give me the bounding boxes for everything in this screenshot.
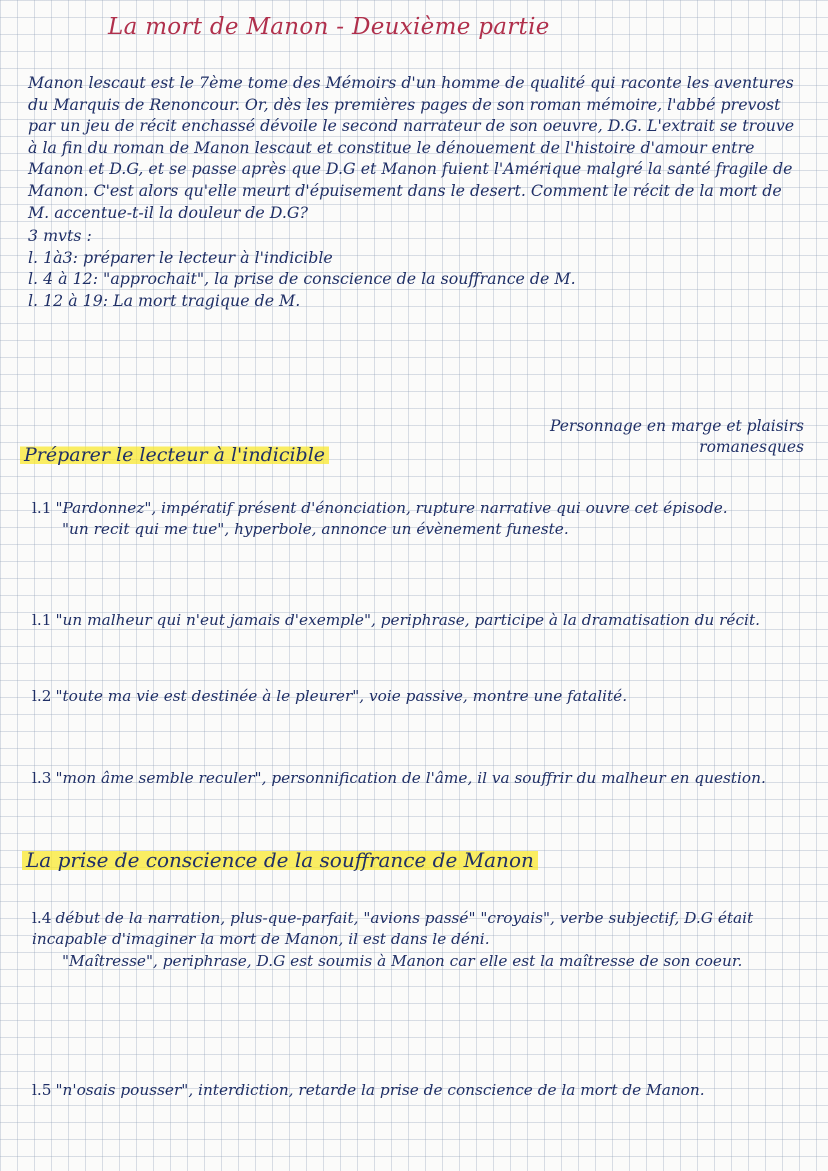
introduction [28,72,798,312]
analysis-entry [32,686,802,707]
section-heading-2 [22,848,538,872]
analysis-entry [32,498,802,541]
entry-text: "toute ma vie est destinée à le pleurer", voie passive, montre une fatalité. [55,687,628,705]
line-ref: l.1 [32,499,52,517]
analysis-entry [32,768,802,789]
line-ref: l.4 [32,909,52,927]
section-heading-1 [20,444,329,466]
line-ref: l.1 [32,611,52,629]
line-ref: l.5 [32,1081,52,1099]
entry-text: "Pardonnez", impératif présent d'énonciation, rupture narrative qui ouvre cet épisode. [55,499,728,517]
intro-paragraph: Manon lescaut est le 7ème tome des Mémoirs d'un homme de qualité qui raconte les aventures du Marquis de Renoncour. Or, dès les premières pages de son roman mémoire, l'abbé prevost par un jeu de récit enchassé dévoile le second narrateur de son oeuvre, D.G. L'extrait se trouve à la fin du roman de Manon lescaut et constitue le dénouement de l'histoire d'amour entre Manon et D.G, et se passe après que D.G et Manon fuient l'Amérique malgré la santé fragile de Manon. C'est alors qu'elle meurt d'épuisement dans le desert. Comment le récit de la mort de M. accentue-t-il la douleur de D.G? [28,73,795,222]
margin-note: Personnage en marge et plaisirs romanesques [550,417,804,456]
entry-text: "un recit qui me tue", hyperbole, annonce un évènement funeste. [62,520,569,539]
plan-item: l. 4 à 12: "approchait", la prise de conscience de la souffrance de M. [28,269,576,289]
section-heading-text: La prise de conscience de la souffrance de Manon [22,848,538,872]
line-ref: l.3 [32,769,52,787]
entry-text: "un malheur qui n'eut jamais d'exemple", periphrase, participe à la dramatisation du récit. [55,611,760,629]
analysis-entry [32,1080,802,1101]
entry-text: "n'osais pousser", interdiction, retarde la prise de conscience de la mort de Manon. [55,1081,705,1099]
entry-text: "Maîtresse", periphrase, D.G est soumis à Manon car elle est la maîtresse de son coeur. [62,951,743,970]
page-title: La mort de Manon - Deuxième partie [108,14,550,40]
plan-item: l. 1à3: préparer le lecteur à l'indicible [28,247,333,267]
analysis-entry [32,908,802,972]
plan-item: l. 12 à 19: La mort tragique de M. [28,290,301,310]
section-heading-text: Préparer le lecteur à l'indicible [20,444,329,466]
entry-text: début de la narration, plus-que-parfait, "avions passé" "croyais", verbe subjectif, D.G était incapable d'imaginer la mort de Manon, il est dans le déni. [32,909,754,949]
entry-text: "mon âme semble reculer", personnification de l'âme, il va souffrir du malheur en question. [55,769,766,787]
line-ref: l.2 [32,687,52,705]
plan-heading: 3 mvts : [28,226,92,246]
analysis-entry [32,610,802,631]
